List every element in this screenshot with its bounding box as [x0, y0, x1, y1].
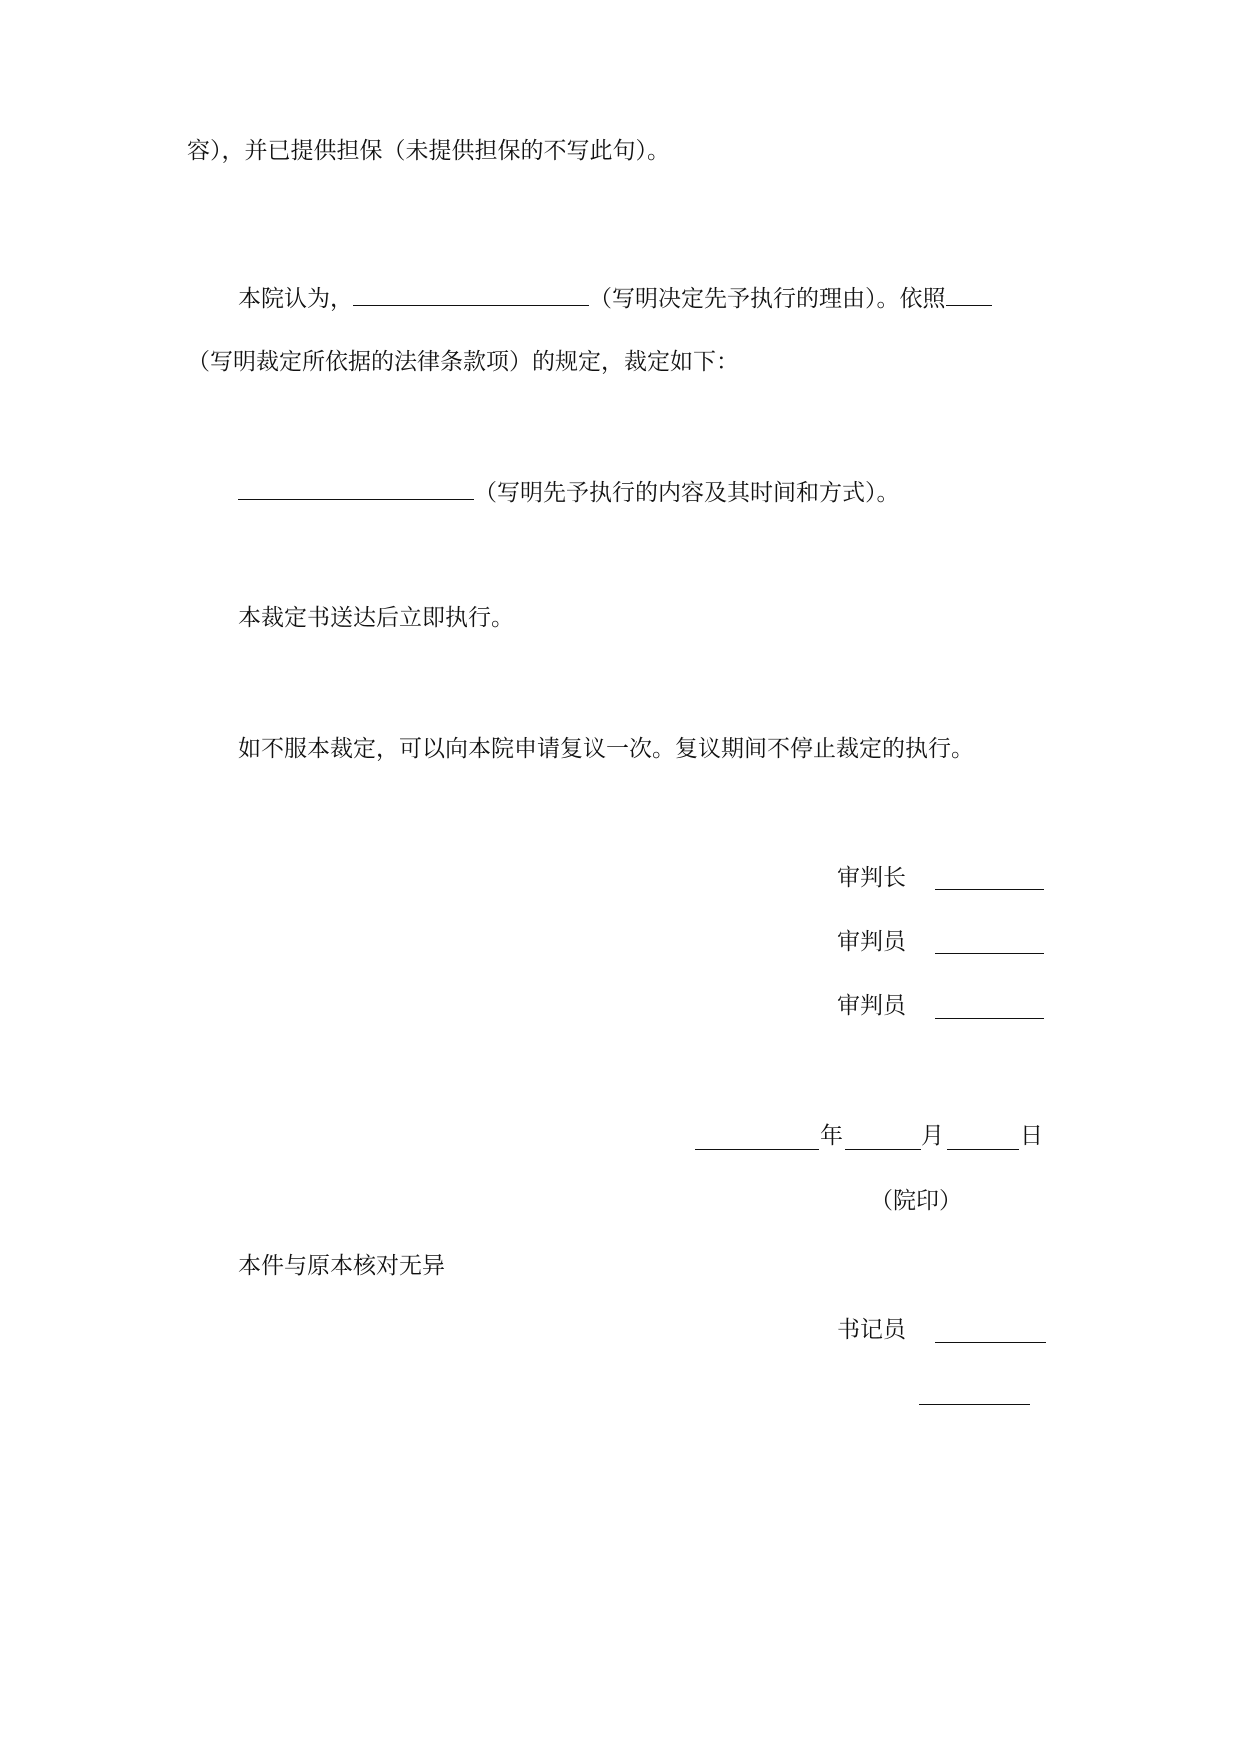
reasoning-prefix: 本院认为，: [238, 286, 353, 312]
clerk-label: 书记员: [837, 1317, 906, 1343]
year-blank[interactable]: [695, 1149, 819, 1150]
extra-blank[interactable]: [919, 1404, 1030, 1405]
judge-blank-2[interactable]: [935, 1018, 1044, 1019]
paragraph-execution: 本裁定书送达后立即执行。: [238, 605, 514, 631]
ruling-content-text: （写明先予执行的内容及其时间和方式）。: [474, 480, 900, 506]
month-label: 月: [921, 1123, 944, 1149]
reasoning-middle: （写明决定先予执行的理由）。依照: [589, 286, 946, 312]
paragraph-line-1: 容），并已提供担保（未提供担保的不写此句）。: [187, 138, 670, 164]
month-blank[interactable]: [845, 1149, 921, 1150]
day-label: 日: [1020, 1123, 1043, 1149]
judge-label-1: 审判员: [837, 929, 906, 955]
legal-basis-blank[interactable]: [946, 283, 992, 306]
ruling-content-blank[interactable]: [238, 477, 474, 500]
judge-label-2: 审判员: [837, 993, 906, 1019]
paragraph-legal-basis: （写明裁定所依据的法律条款项）的规定，裁定如下：: [187, 349, 739, 375]
reason-blank[interactable]: [353, 283, 589, 306]
paragraph-reasoning: [238, 283, 992, 314]
year-label: 年: [820, 1123, 843, 1149]
verification-statement: 本件与原本核对无异: [238, 1253, 445, 1279]
chief-judge-blank[interactable]: [935, 889, 1044, 890]
clerk-blank[interactable]: [935, 1342, 1046, 1343]
judge-blank-1[interactable]: [935, 953, 1044, 954]
paragraph-ruling-content: [238, 477, 900, 508]
chief-judge-label: 审判长: [837, 865, 906, 891]
court-seal-label: （院印）: [870, 1188, 962, 1214]
day-blank[interactable]: [947, 1149, 1019, 1150]
paragraph-reconsideration: 如不服本裁定，可以向本院申请复议一次。复议期间不停止裁定的执行。: [238, 736, 974, 762]
